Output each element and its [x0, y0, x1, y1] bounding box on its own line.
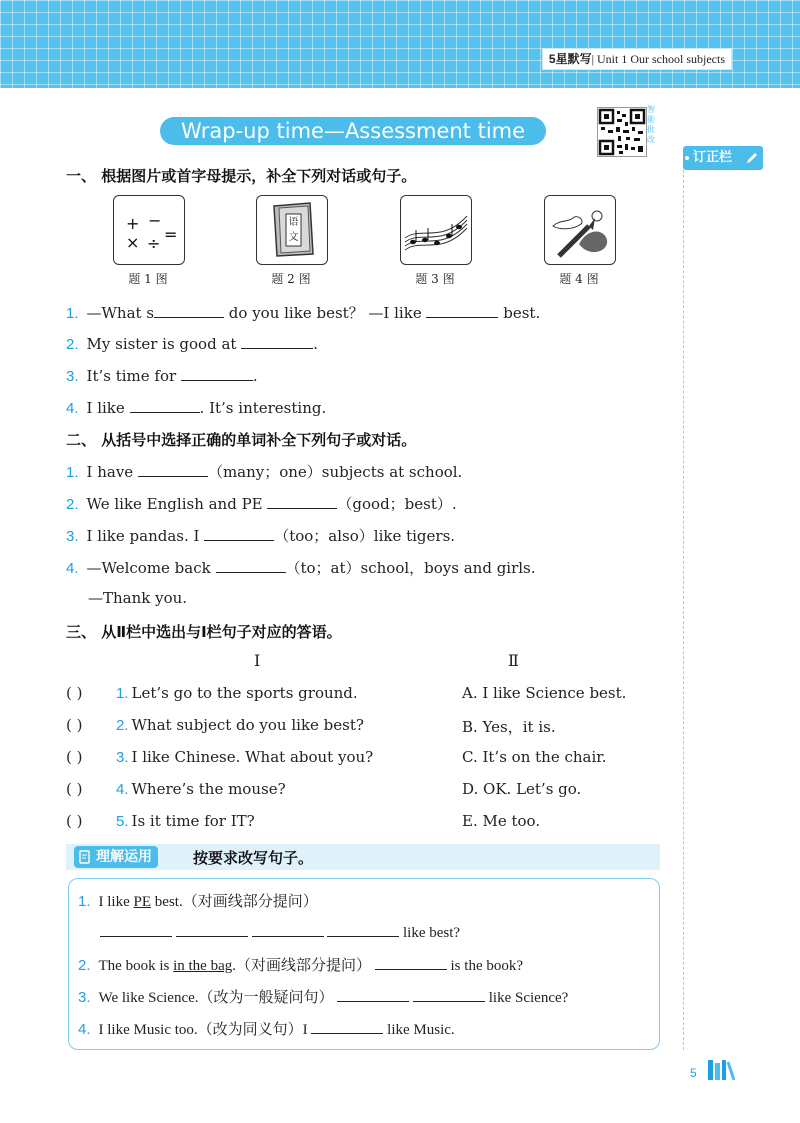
item-number: 1.	[66, 305, 79, 322]
section-3-heading: 三、 从Ⅱ栏中选出与Ⅰ栏句子对应的答语。	[66, 623, 342, 641]
s4-item-2	[78, 954, 523, 975]
answer-blank[interactable]	[267, 494, 337, 509]
header-label	[542, 48, 732, 70]
item-text: I like	[86, 399, 130, 417]
answer-blank[interactable]	[375, 955, 447, 970]
item-text: like Music.	[383, 1022, 455, 1038]
s2-reply: —Thank you.	[88, 589, 188, 607]
item-number: 2.	[66, 336, 79, 353]
section-4-task: 按要求改写句子。	[193, 849, 314, 867]
item-number: 2.	[78, 957, 91, 974]
item-number: 4.	[78, 1021, 91, 1038]
answer-paren[interactable]: ( )	[66, 780, 83, 798]
item-text: .	[252, 367, 258, 385]
item-text: （good；best）.	[337, 495, 457, 513]
option-b: B. Yes，it is.	[462, 718, 556, 736]
item-text: is the book?	[446, 958, 524, 974]
answer-blank[interactable]	[252, 922, 324, 937]
item-text: .（对画线部分提问）	[232, 958, 372, 974]
item-text: best.（对画线部分提问）	[151, 894, 318, 910]
item-text: like best?	[399, 925, 461, 941]
book-char-1: 语	[288, 217, 299, 228]
underlined-text: in the bag	[173, 958, 233, 974]
s2-item-2	[66, 493, 457, 514]
picture-4	[544, 195, 616, 265]
picture-2-caption: 题 2 图	[271, 272, 311, 286]
answer-blank[interactable]	[327, 922, 399, 937]
answer-paren[interactable]: ( )	[66, 684, 83, 702]
answer-blank[interactable]	[204, 526, 274, 541]
answer-paren[interactable]: ( )	[66, 812, 83, 830]
s4-item-1	[78, 890, 318, 911]
equals-symbol: =	[164, 225, 178, 244]
item-text: I have	[86, 463, 138, 481]
item-number: 1.	[66, 464, 79, 481]
divide-symbol: ÷	[147, 234, 161, 253]
picture-1	[113, 195, 185, 265]
item-text: Where’s the mouse?	[131, 780, 286, 798]
item-text: Is it time for IT?	[131, 812, 255, 830]
item-text: . It’s interesting.	[199, 399, 327, 417]
item-number: 2.	[66, 496, 79, 513]
picture-3-caption: 题 3 图	[415, 272, 455, 286]
answer-blank[interactable]	[241, 334, 313, 349]
picture-4-caption: 题 4 图	[559, 272, 599, 286]
pencil-icon	[745, 151, 759, 165]
match-row-5	[66, 812, 255, 830]
correction-label-text: 订正栏	[693, 150, 733, 165]
answer-blank[interactable]	[413, 987, 485, 1002]
answer-blank[interactable]	[426, 303, 498, 318]
s1-item-4	[66, 398, 326, 417]
minus-symbol: −	[148, 211, 162, 230]
section-2-heading: 二、 从括号中选择正确的单词补全下列句子或对话。	[66, 431, 417, 449]
column-2-heading: Ⅱ	[508, 651, 519, 670]
answer-blank[interactable]	[130, 398, 200, 413]
item-text: —Welcome back	[86, 559, 216, 577]
qr-code[interactable]	[597, 107, 647, 157]
item-text: My sister is good at	[86, 335, 242, 353]
answer-blank[interactable]	[176, 922, 248, 937]
item-text: （many；one）subjects at school.	[207, 463, 463, 481]
answer-blank[interactable]	[311, 1019, 383, 1034]
item-text: .	[313, 335, 318, 353]
page-number: 5	[690, 1066, 697, 1080]
option-c: C. It’s on the chair.	[462, 748, 607, 766]
item-text: （too；also）like tigers.	[274, 527, 456, 545]
answer-paren[interactable]: ( )	[66, 748, 83, 766]
match-row-1	[66, 684, 358, 702]
option-e: E. Me too.	[462, 812, 541, 830]
item-text: I like Chinese. What about you?	[131, 748, 374, 766]
item-number: 3.	[66, 368, 79, 385]
item-number: 3.	[78, 989, 91, 1006]
item-text: We like English and PE	[86, 495, 268, 513]
item-number: 1.	[116, 685, 129, 702]
item-text: The book is	[98, 958, 174, 974]
item-text: （to；at）school，boys and girls.	[285, 559, 536, 577]
music-notes-icon	[401, 196, 471, 264]
picture-2	[256, 195, 328, 265]
item-number: 1.	[78, 893, 91, 910]
item-number: 2.	[116, 717, 129, 734]
match-row-3	[66, 748, 373, 766]
item-text: We like Science.（改为一般疑问句）	[98, 990, 334, 1006]
s2-item-1	[66, 461, 462, 482]
match-row-2	[66, 716, 364, 734]
item-text: best.	[498, 304, 541, 322]
correction-column-label	[683, 146, 763, 170]
item-text: What subject do you like best?	[131, 716, 364, 734]
answer-blank[interactable]	[138, 462, 208, 477]
picture-3	[400, 195, 472, 265]
option-d: D. OK. Let’s go.	[462, 780, 582, 798]
math-symbols-icon	[114, 196, 184, 264]
option-a: A. I like Science best.	[462, 684, 627, 702]
item-text: I like Music too.（改为同义句）I	[98, 1022, 312, 1038]
s4-item-4	[78, 1018, 455, 1039]
series-name: 5星默写	[548, 52, 592, 66]
item-text: Let’s go to the sports ground.	[131, 684, 358, 702]
badge-label: 理解运用	[96, 849, 152, 865]
item-number: 4.	[66, 400, 79, 417]
answer-paren[interactable]: ( )	[66, 716, 83, 734]
item-number: 4.	[66, 560, 79, 577]
page-title: Wrap-up time—Assessment time	[160, 117, 546, 145]
item-number: 4.	[116, 781, 129, 798]
column-1-heading: Ⅰ	[254, 651, 261, 670]
item-text: I like	[98, 894, 134, 910]
answer-blank[interactable]	[337, 987, 409, 1002]
s2-item-4	[66, 557, 536, 578]
item-text: It’s time for	[86, 367, 181, 385]
books-icon	[706, 1058, 736, 1082]
answer-blank[interactable]	[181, 366, 253, 381]
item-text: —What s	[86, 304, 155, 322]
match-row-4	[66, 780, 286, 798]
answer-blank[interactable]	[154, 303, 224, 318]
picture-1-caption: 题 1 图	[128, 272, 168, 286]
answer-blank[interactable]	[216, 558, 286, 573]
underlined-text: PE	[133, 894, 152, 910]
s1-item-3	[66, 366, 258, 385]
item-text: do you like best？ —I like	[224, 304, 427, 322]
s1-item-2	[66, 334, 318, 353]
s4-answer-line-1	[100, 922, 460, 942]
art-brush-icon	[545, 196, 615, 264]
s2-item-3	[66, 525, 455, 546]
item-number: 3.	[66, 528, 79, 545]
s4-item-3	[78, 986, 568, 1007]
correction-column-divider	[683, 170, 684, 1050]
item-text: I like pandas. I	[86, 527, 205, 545]
times-symbol: ×	[126, 233, 140, 252]
plus-symbol: +	[126, 214, 140, 233]
item-text: like Science?	[485, 990, 569, 1006]
qr-caption: 智能批改	[647, 105, 655, 144]
s1-item-1	[66, 302, 540, 323]
unit-name: | Unit 1 Our school subjects	[591, 52, 725, 66]
item-number: 5.	[116, 813, 129, 830]
book-char-2: 文	[288, 232, 299, 243]
section-1-heading: 一、 根据图片或首字母提示，补全下列对话或句子。	[66, 167, 417, 185]
section-4-badge	[74, 846, 158, 868]
notebook-pen-icon	[79, 850, 91, 864]
header-band	[0, 0, 800, 88]
item-number: 3.	[116, 749, 129, 766]
answer-blank[interactable]	[100, 922, 172, 937]
